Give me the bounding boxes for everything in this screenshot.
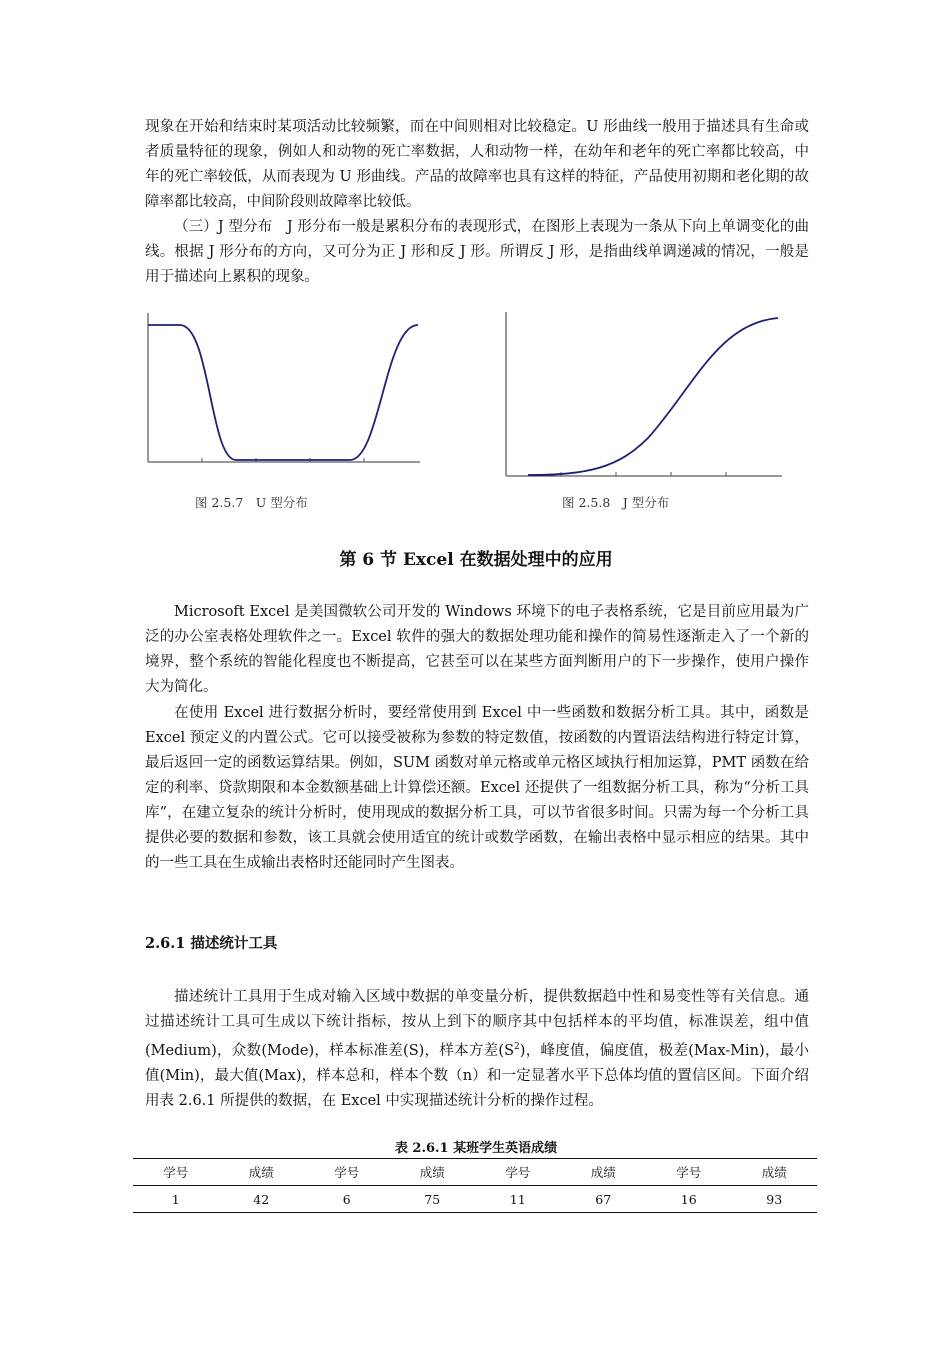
cell-student-id: 6 bbox=[342, 1191, 351, 1207]
paragraph-j-distribution: （三）J 型分布 J 形分布一般是累积分布的表现形式，在图形上表现为一条从下向上单调变化的曲线。根据 J 形分布的方向，又可分为正 J 形和反 J 形。所谓反 J 形，是指曲线单调递减的情况，一般是用于描述向上累积的现象。 bbox=[145, 219, 809, 285]
header-student-id: 学号 bbox=[334, 1165, 360, 1180]
section-title: 第 6 节 Excel 在数据处理中的应用 bbox=[339, 550, 613, 570]
cell-student-id: 16 bbox=[680, 1191, 697, 1207]
table-title: 表 2.6.1 某班学生英语成绩 bbox=[394, 1141, 558, 1156]
table-header-row bbox=[133, 1159, 817, 1186]
header-student-id: 学号 bbox=[163, 1165, 189, 1180]
j-figure-caption: 图 2.5.8 J 型分布 bbox=[562, 495, 670, 510]
header-student-id: 学号 bbox=[505, 1165, 531, 1180]
cell-student-id: 1 bbox=[171, 1191, 180, 1207]
paragraph-descriptive-statistics bbox=[145, 985, 809, 1114]
u-curve bbox=[148, 325, 418, 460]
cell-score: 42 bbox=[253, 1191, 270, 1207]
j-curve bbox=[528, 318, 778, 475]
j-figure-ticks bbox=[561, 472, 726, 476]
u-figure-caption: 图 2.5.7 U 型分布 bbox=[195, 495, 308, 510]
superscript-two: 2 bbox=[514, 1042, 520, 1052]
u-distribution-figure bbox=[140, 305, 430, 470]
paragraph-text-part-1: 描述统计工具用于生成对输入区域中数据的单变量分析，提供数据趋中性和易变性等有关信息。通过描述统计工具可生成以下统计指标，按从上到下的顺序其中包括样本的平均值，标准误差，组中值(Medium)，众数(Mode)，样本标准差(S)，样本方差(S bbox=[145, 989, 809, 1059]
header-score: 成绩 bbox=[590, 1165, 616, 1180]
paragraph-text-part-2: )，峰度值，偏度值，极差(Max-Min)，最小值(Min)，最大值(Max)，样本总和，样本个数（n）和一定显著水平下总体均值的置信区间。下面介绍用表 2.6.1 所提供的数据，在 Excel 中实现描述统计分析的操作过程。 bbox=[145, 1042, 810, 1109]
cell-student-id: 11 bbox=[509, 1191, 526, 1207]
cell-score: 75 bbox=[424, 1191, 441, 1207]
cell-score: 93 bbox=[766, 1191, 783, 1207]
j-distribution-figure bbox=[498, 308, 788, 480]
paragraph-excel-intro: Microsoft Excel 是美国微软公司开发的 Windows 环境下的电子表格系统，它是目前应用最为广泛的办公室表格处理软件之一。Excel 软件的强大的数据处理功能和操作的简易性逐渐走入了一个新的境界，整个系统的智能化程度也不断提高，它甚至可以在某些方面判断用户的下一步操作，使用户操作大为简化。 bbox=[145, 604, 809, 695]
paragraph-excel-functions: 在使用 Excel 进行数据分析时，要经常使用到 Excel 中一些函数和数据分析工具。其中，函数是 Excel 预定义的内置公式。它可以接受被称为参数的特定数值，按函数的内置语法结构进行特定计算，最后返回一定的函数运算结果。例如，SUM 函数对单元格或单元格区域执行相加运算，PMT 函数在给定的利率、贷款期限和本金数额基础上计算偿还额。Excel 还提供了一组数据分析工具，称为“分析工具库”，在建立复杂的统计分析时，使用现成的数据分析工具，可以节省很多时间。只需为每一个分析工具提供必要的数据和参数，该工具就会使用适宜的统计或数学函数，在输出表格中显示相应的结果。其中的一些工具在生成输出表格时还能同时产生图表。 bbox=[145, 705, 809, 871]
paragraph-u-curve: 现象在开始和结束时某项活动比较频繁，而在中间则相对比较稳定。U 形曲线一般用于描述具有生命或者质量特征的现象，例如人和动物的死亡率数据，人和动物一样，在幼年和老年的死亡率都比较高，中年的死亡率较低，从而表现为 U 形曲线。产品的故障率也具有这样的特征，产品使用初期和老化期的故障率都比较高，中间阶段则故障率比较低。 bbox=[145, 119, 809, 210]
table-row bbox=[133, 1186, 817, 1213]
header-score: 成绩 bbox=[248, 1165, 274, 1180]
header-score: 成绩 bbox=[419, 1165, 445, 1180]
subsection-heading: 2.6.1 描述统计工具 bbox=[145, 935, 278, 952]
cell-score: 67 bbox=[595, 1191, 612, 1207]
header-score: 成绩 bbox=[761, 1165, 787, 1180]
scores-table bbox=[133, 1158, 817, 1213]
header-student-id: 学号 bbox=[676, 1165, 702, 1180]
